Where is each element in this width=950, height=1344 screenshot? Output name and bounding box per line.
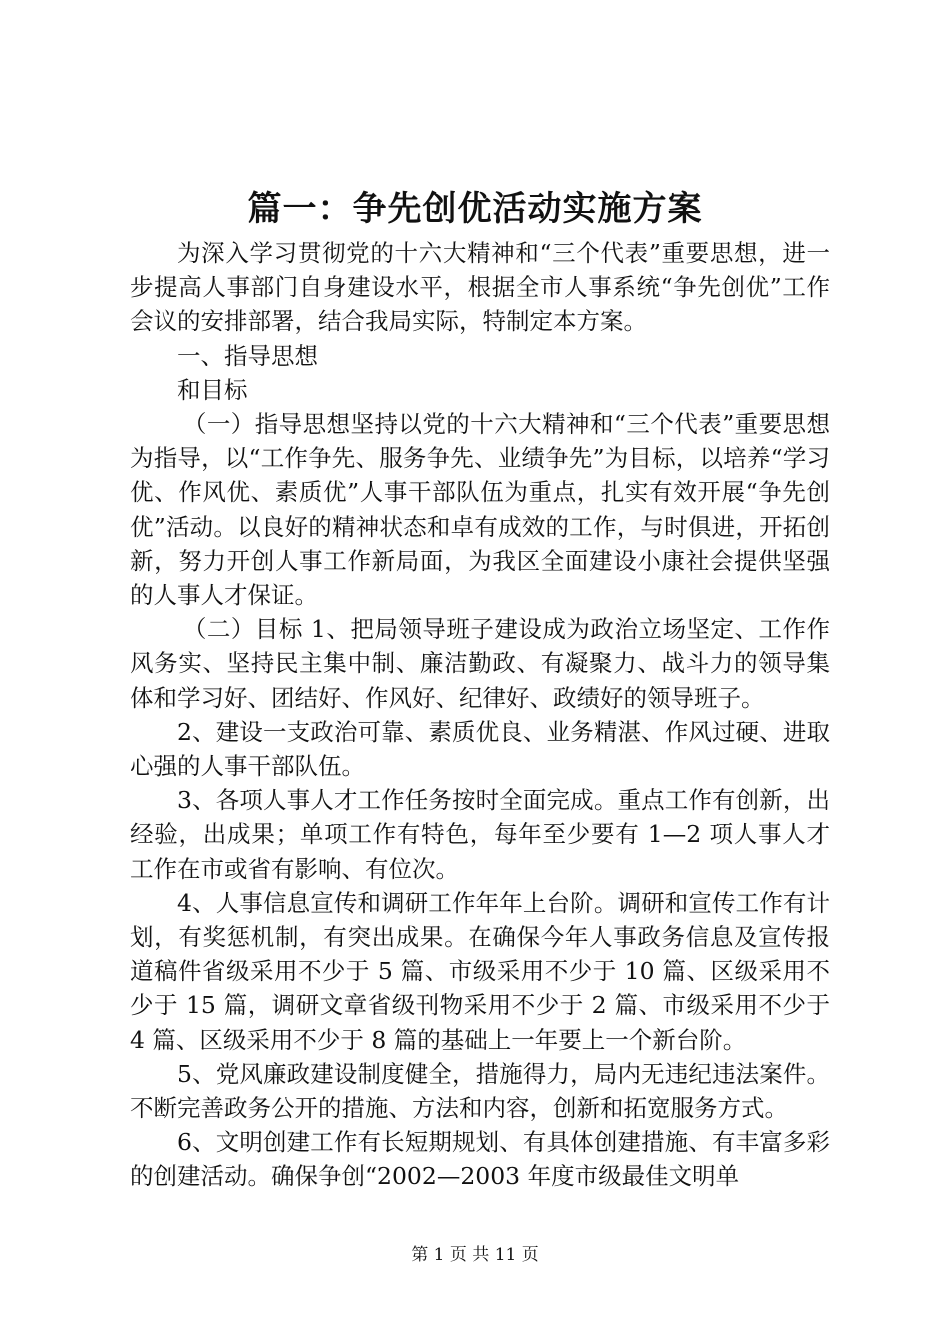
paragraph-goal-2: 2、建设一支政治可靠、素质优良、业务精湛、作风过硬、进取心强的人事干部队伍。 (130, 717, 830, 781)
paragraph-goal-3: 3、各项人事人才工作任务按时全面完成。重点工作有创新，出经验，出成果；单项工作有特色，每年至少要有 1—2 项人事人才工作在市或省有影响、有位次。 (130, 786, 830, 883)
paragraph-goal-5: 5、党风廉政建设制度健全，措施得力，局内无违纪违法案件。不断完善政务公开的措施、方法和内容，创新和拓宽服务方式。 (130, 1059, 830, 1123)
paragraph-goal-1: （二）目标 1、把局领导班子建设成为政治立场坚定、工作作风务实、坚持民主集中制、廉洁勤政、有凝聚力、战斗力的领导集体和学习好、团结好、作风好、纪律好、政绩好的领导班子。 (130, 615, 830, 712)
section-heading-guiding: 一、指导思想 (177, 341, 318, 370)
paragraph-goal-4: 4、人事信息宣传和调研工作年年上台阶。调研和宣传工作有计划，有奖惩机制，有突出成果。在确保今年人事政务信息及宣传报道稿件省级采用不少于 5 篇、市级采用不少于 10 篇、区级采用不少于 15 篇，调研文章省级刊物采用不少于 2 篇、市级采用不少于 4 篇、区级采用不少于 8 篇的基础上一年要上一个新台阶。 (130, 888, 830, 1054)
page-number-footer: 第 1 页 共 11 页 (411, 1245, 539, 1265)
document-body (130, 236, 830, 1194)
intro-paragraph: 为深入学习贯彻党的十六大精神和“三个代表”重要思想，进一步提高人事部门自身建设水平，根据全市人事系统“争先创优”工作会议的安排部署，结合我局实际，特制定本方案。 (130, 239, 830, 336)
paragraph-guiding-thought: （一）指导思想坚持以党的十六大精神和“三个代表”重要思想为指导，以“工作争先、服务争先、业绩争先”为目标，以培养“学习优、作风优、素质优”人事干部队伍为重点，扎实有效开展“争先创优”活动。以良好的精神状态和卓有成效的工作，与时俱进，开拓创新，努力开创人事工作新局面，为我区全面建设小康社会提供坚强的人事人才保证。 (130, 410, 830, 610)
document-title: 篇一：争先创优活动实施方案 (247, 189, 703, 229)
section-heading-goals: 和目标 (177, 375, 248, 404)
paragraph-goal-6: 6、文明创建工作有长短期规划、有具体创建措施、有丰富多彩的创建活动。确保争创“2002—2003 年度市级最佳文明单 (130, 1128, 830, 1191)
